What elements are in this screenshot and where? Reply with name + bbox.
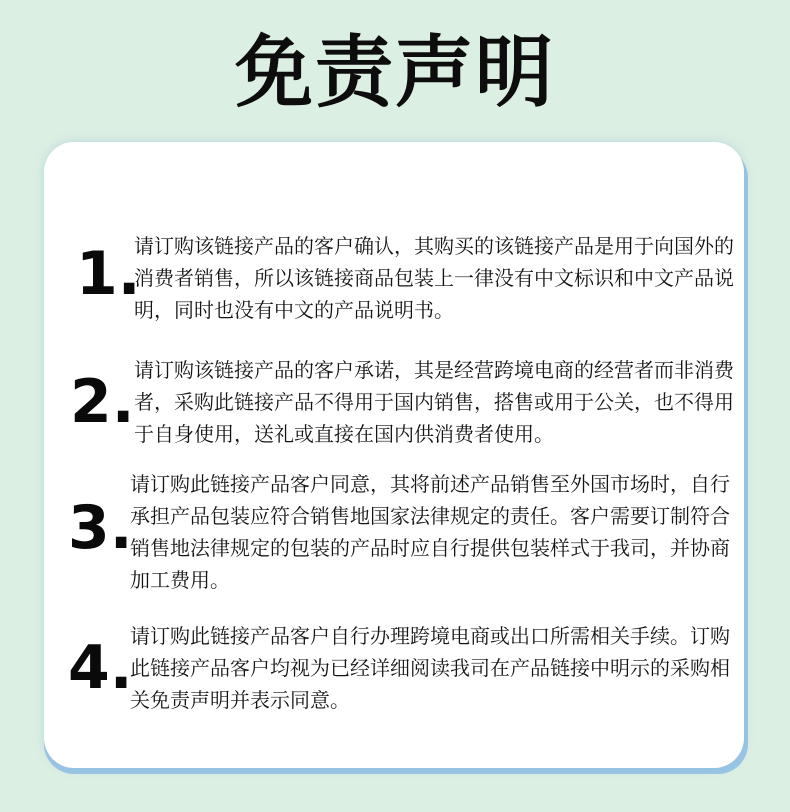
item-text: 请订购该链接产品的客户确认，其购买的该链接产品是用于向国外的消费者销售，所以该链接商品包装上一律没有中文标识和中文产品说明，同时也没有中文的产品说明书。: [134, 234, 734, 322]
item-number: 2.: [70, 367, 135, 437]
item-number: 1.: [76, 239, 141, 309]
item-text: 请订购此链接产品客户同意，其将前述产品销售至外国市场时，自行承担产品包装应符合销售地国家法律规定的责任。客户需要订制符合销售地法律规定的包装的产品时应自行提供包装样式于我司，并协商加工费用。: [130, 472, 730, 592]
item-number: 3.: [68, 493, 133, 563]
item-text: 请订购此链接产品客户自行办理跨境电商或出口所需相关手续。订购此链接产品客户均视为已经详细阅读我司在产品链接中明示的采购相关免责声明并表示同意。: [130, 624, 730, 712]
disclaimer-card: [44, 142, 744, 768]
item-text: 请订购该链接产品的客户承诺，其是经营跨境电商的经营者而非消费者，采购此链接产品不得用于国内销售，搭售或用于公关，也不得用于自身使用，送礼或直接在国内供消费者使用。: [134, 358, 734, 446]
item-number: 4.: [68, 633, 133, 703]
page-title: 免责声明: [234, 28, 555, 118]
